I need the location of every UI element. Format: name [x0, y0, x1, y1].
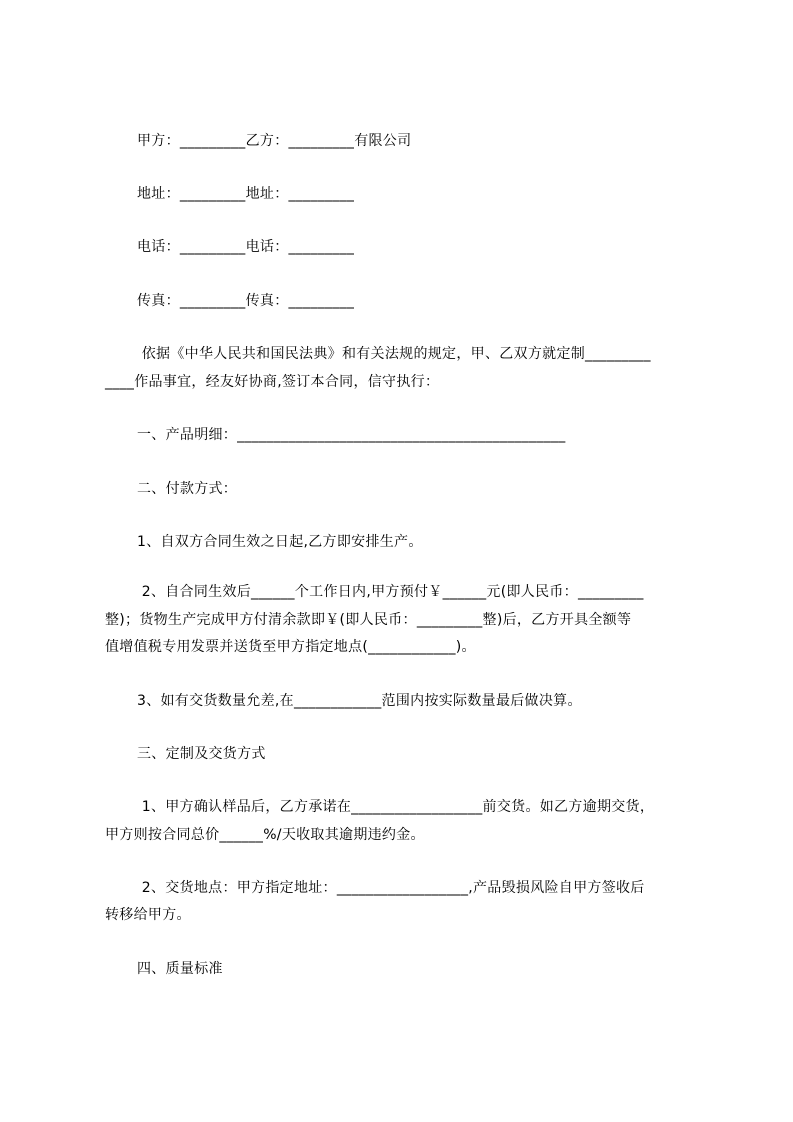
section-2-item-2-line-1: 2、自合同生效后______个工作日内,甲方预付￥______元(即人民币：_________	[137, 584, 644, 600]
preamble-line-1: 依据《中华人民共和国民法典》和有关法规的规定，甲、乙双方就定制_________	[137, 346, 651, 362]
section-3-item-2-line-1: 2、交货地点：甲方指定地址：__________________,产品毁损风险自甲方签收后	[137, 880, 645, 896]
fax-line: 传真：_________传真：_________	[137, 293, 355, 309]
section-3-item-1-line-1: 1、甲方确认样品后，乙方承诺在__________________前交货。如乙方逾期交货，	[137, 799, 655, 815]
section-2-heading: 二、付款方式：	[137, 481, 238, 497]
section-2-item-2-line-3: 值增值税专用发票并送货至甲方指定地点(____________)。	[105, 639, 476, 655]
section-2-item-2-line-2: 整)；货物生产完成甲方付清余款即￥(即人民币：_________整)后，乙方开具全额等	[105, 612, 632, 628]
section-3-item-2-line-2: 转移给甲方。	[105, 907, 191, 923]
section-2-item-3: 3、如有交货数量允差,在____________范围内按实际数量最后做决算。	[137, 693, 582, 709]
section-2-item-1: 1、自双方合同生效之日起,乙方即安排生产。	[137, 534, 423, 550]
section-1-heading: 一、产品明细：_____________________________________________	[137, 427, 566, 443]
section-3-item-1-line-2: 甲方则按合同总价______%/天收取其逾期违约金。	[105, 827, 425, 843]
section-4-heading: 四、质量标准	[137, 961, 223, 977]
phone-line: 电话：_________电话：_________	[137, 239, 355, 255]
address-line: 地址：_________地址：_________	[137, 186, 355, 202]
preamble-line-2: ____作品事宜，经友好协商,签订本合同，信守执行：	[105, 374, 440, 390]
parties-line: 甲方：_________乙方：_________有限公司	[137, 133, 412, 149]
section-3-heading: 三、定制及交货方式	[137, 746, 266, 762]
